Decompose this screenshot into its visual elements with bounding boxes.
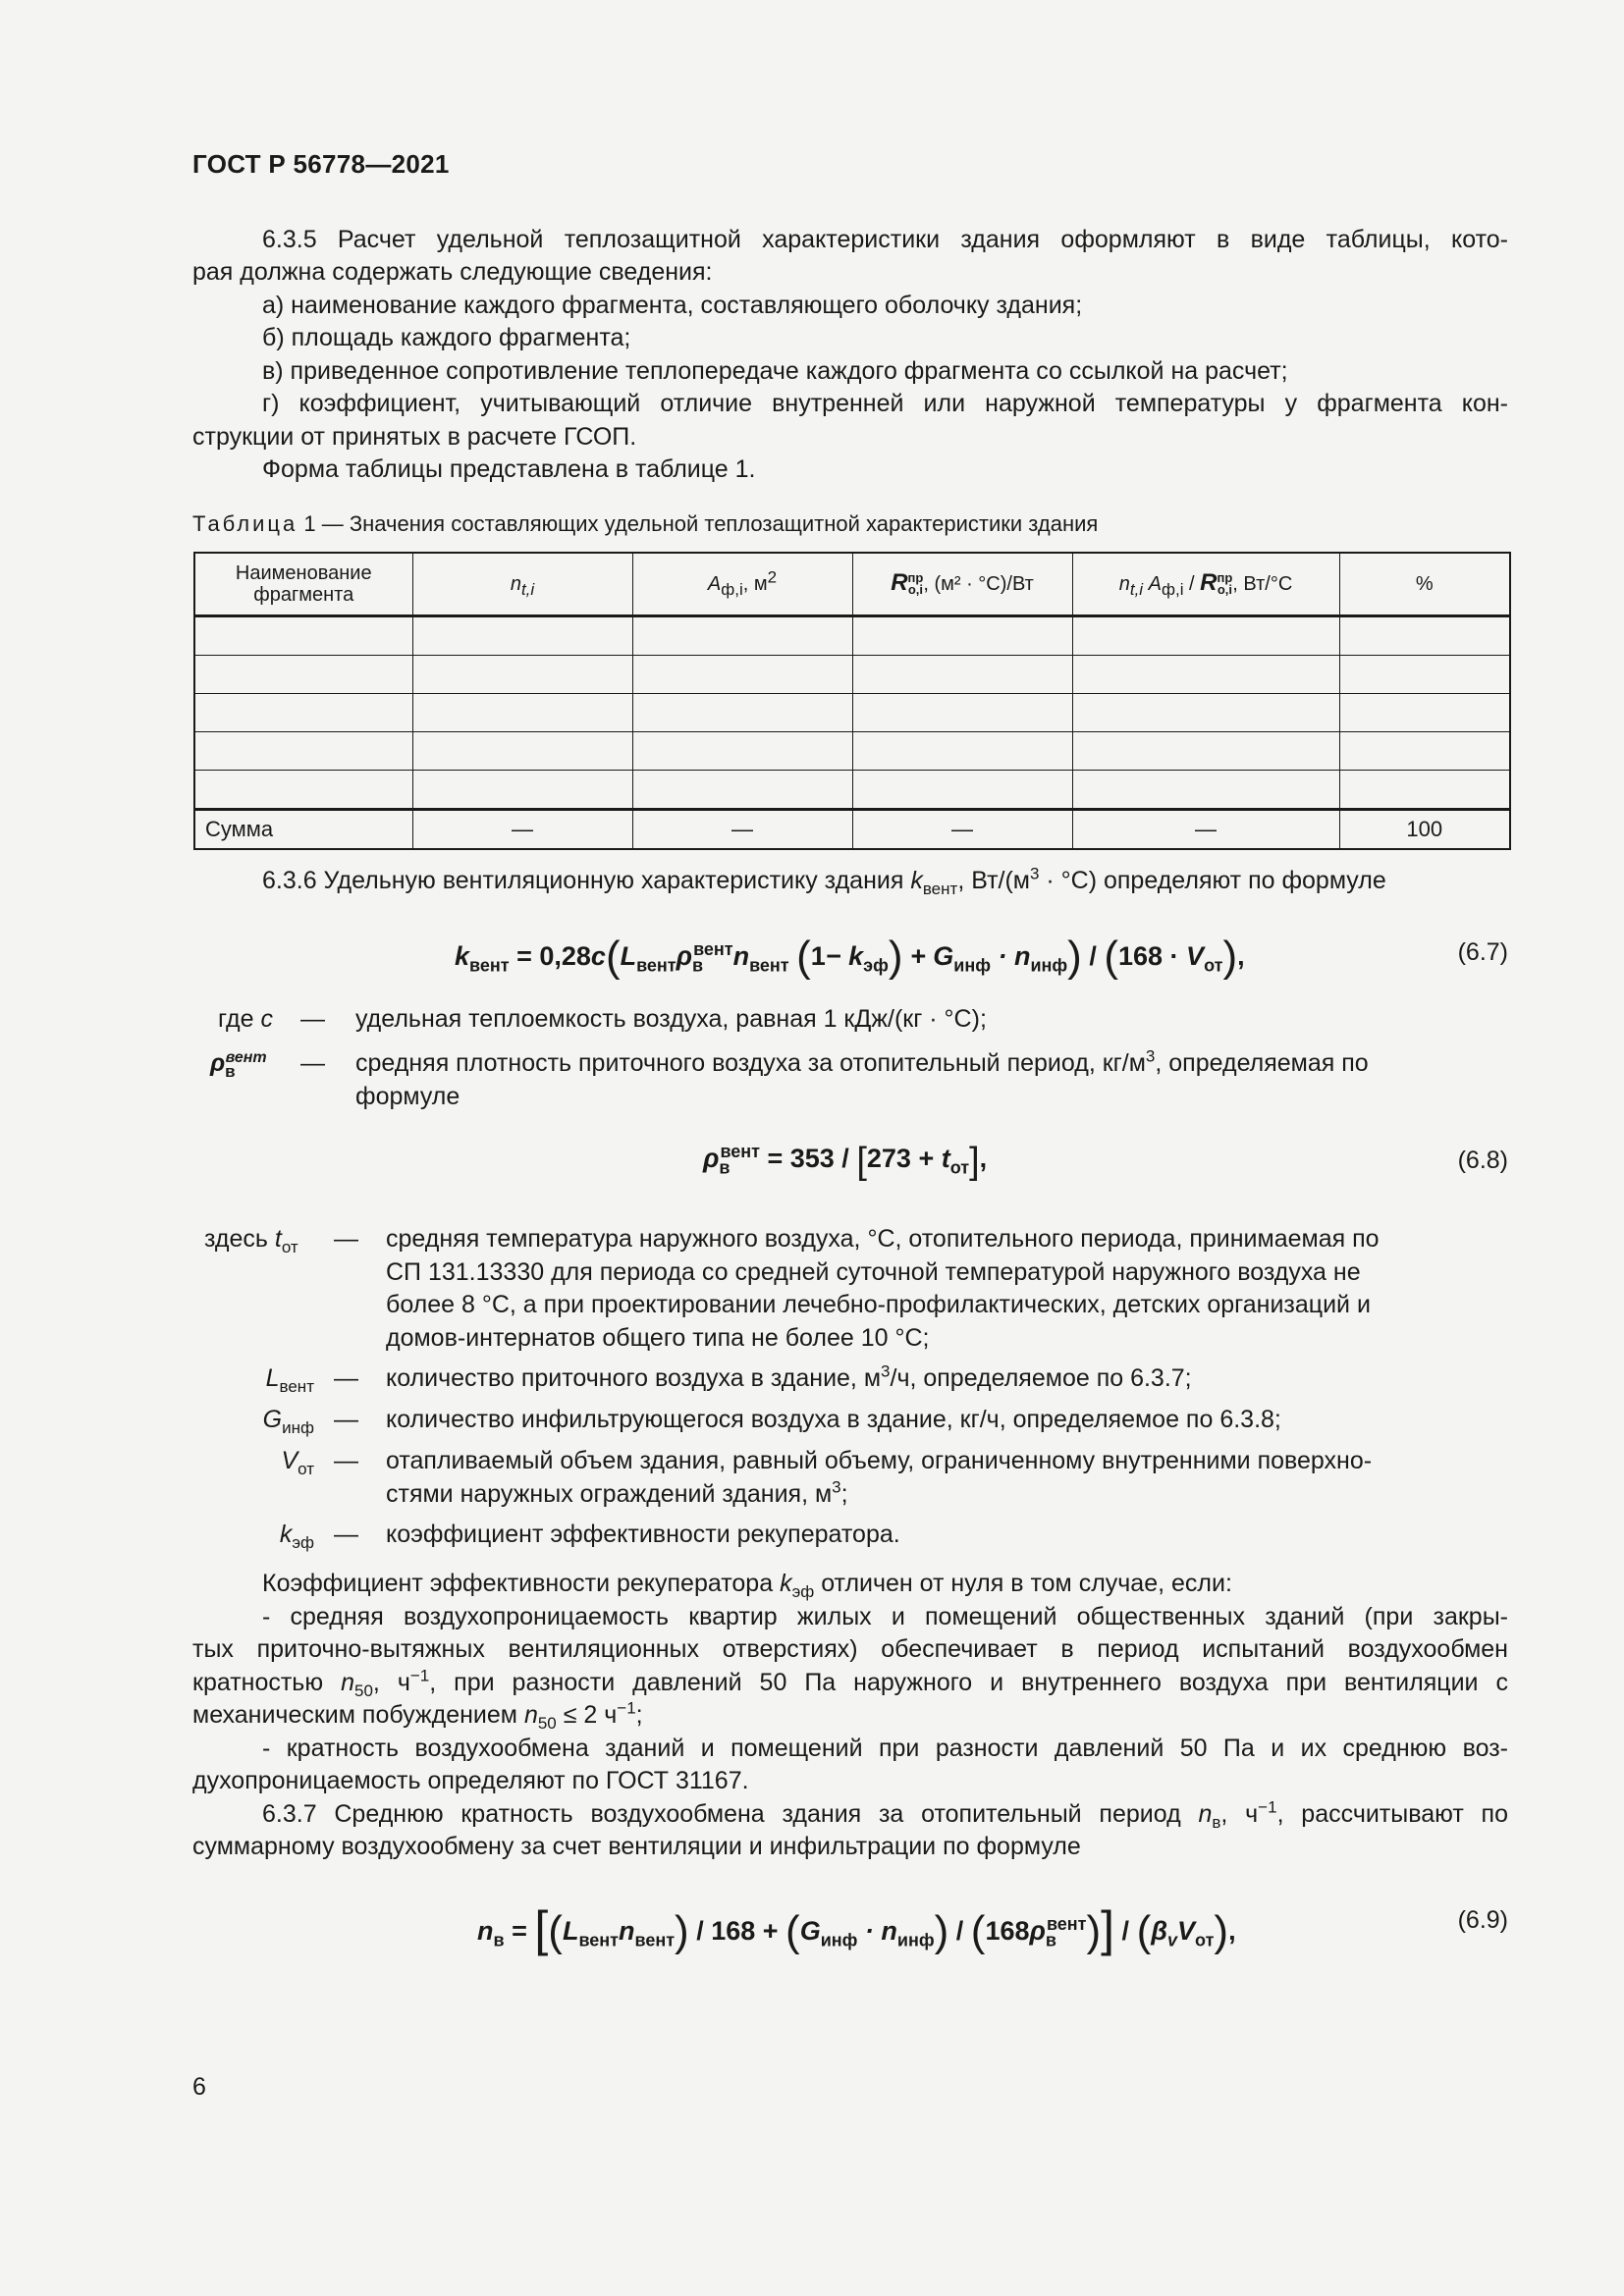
table-caption: Таблица 1 — Значения составляющих удельной теплозащитной характеристики здания bbox=[192, 511, 1099, 536]
sum-dash: — bbox=[1072, 810, 1339, 850]
list-item-a: а) наименование каждого фрагмента, составляющего оболочку здания; bbox=[262, 292, 1083, 319]
table-row bbox=[194, 616, 1510, 656]
col-fragment-name: Наименование фрагмента bbox=[194, 553, 412, 616]
definition-g-inf: $G_{инф}$ — количество инфильтрующегося воздуха в здание, кг/ч, определяемое по 6.3.8; bbox=[262, 1406, 1281, 1437]
col-n-ti: $n_{t,i}$ bbox=[412, 553, 632, 616]
table-row bbox=[194, 732, 1510, 771]
equation-number-6-7: (6.7) bbox=[1457, 938, 1508, 966]
list-item-g: г) коэффициент, учитывающий отличие внутренней или наружной температуры у фрагмента кон- bbox=[262, 390, 1508, 417]
definition-v-ot: $V_{от}$ — отапливаемый объем здания, равный объему, ограниченному внутренними поверхно- стями наружных ограждений здания, $м^3$; bbox=[281, 1447, 1373, 1508]
col-resistance: Rпр о,i, (м² · °С)/Вт bbox=[852, 553, 1072, 616]
list-item-v: в) приведенное сопротивление теплопередаче каждого фрагмента со ссылкой на расчет; bbox=[262, 357, 1288, 385]
table-sum-row bbox=[194, 810, 1510, 850]
table-row bbox=[194, 771, 1510, 810]
list-item-b: б) площадь каждого фрагмента; bbox=[262, 324, 631, 351]
formula-6-7: $k_{вент} = 0,28c(L_{вент}\rho_в^{вент}n_{вент}$ $(1- k_{эф}) + G_{инф} \cdot n_{инф}) / (168 \cdot V_{от})$, bbox=[455, 933, 1245, 981]
definition-l-vent: $L_{вент}$ — количество приточного воздуха в здание, $м^3/ч$, определяемое по 6.3.7; bbox=[265, 1362, 1192, 1396]
definitions-6-7 bbox=[0, 1003, 1624, 1126]
definition-c: где c — удельная теплоемкость воздуха, равная 1 кДж/(кг · °С); bbox=[218, 1005, 987, 1033]
sum-dash: — bbox=[632, 810, 852, 850]
paragraph-keff-l5: механическим побуждением $n_{50} \le 2$ $ч^{-1}$; bbox=[192, 1698, 643, 1733]
table-1 bbox=[193, 552, 1511, 850]
table-row bbox=[194, 694, 1510, 732]
paragraph-keff-l2: - средняя воздухопроницаемость квартир жилых и помещений общественных зданий (при закры- bbox=[262, 1603, 1508, 1630]
table-row bbox=[194, 656, 1510, 694]
formula-6-9: $n_в = [(L_{вент}n_{вент}) / 168 + (G_{инф} \cdot n_{инф}) / (168\rho_в^{вент})] / (\beta_vV_{от})$, bbox=[477, 1901, 1236, 1956]
sum-label: Сумма bbox=[194, 810, 412, 850]
definitions-6-8 bbox=[0, 1223, 1624, 1552]
paragraph-keff-intro: Коэффициент эффективности рекуператора $k_{эф}$ отличен от нуля в том случае, если: bbox=[262, 1570, 1232, 1601]
col-area: $A_{ф,i}$, $м^2$ bbox=[632, 553, 852, 616]
paragraph-6-3-7-l2: суммарному воздухообмену за счет вентиляции и инфильтрации по формуле bbox=[192, 1833, 1081, 1860]
col-heat-flow: $n_{t,i}$ $A_{ф,i}$ / Rпр о,i, Вт/°С bbox=[1072, 553, 1339, 616]
definition-k-eff: $k_{эф}$ — коэффициент эффективности рекуператора. bbox=[279, 1521, 900, 1552]
paragraph-6-3-5-line2: рая должна содержать следующие сведения: bbox=[192, 258, 713, 286]
table-reference: Форма таблицы представлена в таблице 1. bbox=[262, 455, 756, 483]
paragraph-keff-l3: тых приточно-вытяжных вентиляционных отверстиях) обеспечивает в период испытаний воздухообмен bbox=[192, 1635, 1508, 1663]
sum-total: 100 bbox=[1339, 810, 1510, 850]
col-percent: % bbox=[1339, 553, 1510, 616]
definition-rho: $\rho_в^{вент}$ — средняя плотность приточного воздуха за отопительный период, $кг/м^3$, определяемая по формуле bbox=[210, 1046, 1369, 1110]
paragraph-keff-l7: духопроницаемость определяют по ГОСТ 31167. bbox=[192, 1767, 749, 1794]
table-header-row bbox=[194, 553, 1510, 616]
definition-t-ot: здесь $t_{от}$ — средняя температура наружного воздуха, °С, отопительного периода, принимаемая по СП 131.13330 для периода со средней суточной температурой наружного воздуха не более 8 °С, а при проектировании лечебно-профилактических, детских организаций и домов-интернатов общего типа не более 10 °С; bbox=[204, 1225, 1380, 1352]
sum-dash: — bbox=[412, 810, 632, 850]
paragraph-6-3-6: 6.3.6 Удельную вентиляционную характеристику здания $k_{вент}$, $Вт/(м^3 \cdot ^\circ С)$ определяют по формуле bbox=[262, 864, 1386, 898]
paragraph-6-3-7-l1: 6.3.7 Среднюю кратность воздухообмена здания за отопительный период $n_в$, $ч^{-1}$, рассчитывают по bbox=[262, 1797, 1508, 1832]
paragraph-keff-l6: - кратность воздухообмена зданий и помещений при разности давлений 50 Па и их среднюю воз- bbox=[262, 1735, 1508, 1762]
page-number: 6 bbox=[192, 2073, 206, 2101]
document-header: ГОСТ Р 56778—2021 bbox=[192, 149, 450, 179]
formula-6-8: $\rho_в^{вент} = 353 / [273 + t_{от}]$, bbox=[703, 1141, 988, 1182]
paragraph-6-3-5-line1: 6.3.5 Расчет удельной теплозащитной характеристики здания оформляют в виде таблицы, кото- bbox=[262, 226, 1508, 253]
sum-dash: — bbox=[852, 810, 1072, 850]
paragraph-keff-l4: кратностью $n_{50}$, $ч^{-1}$, при разности давлений 50 Па наружного и внутреннего воздуха при вентиляции с bbox=[192, 1666, 1508, 1700]
equation-number-6-8: (6.8) bbox=[1457, 1147, 1508, 1174]
list-item-g-cont: струкции от принятых в расчете ГСОП. bbox=[192, 423, 637, 451]
equation-number-6-9: (6.9) bbox=[1457, 1906, 1508, 1934]
